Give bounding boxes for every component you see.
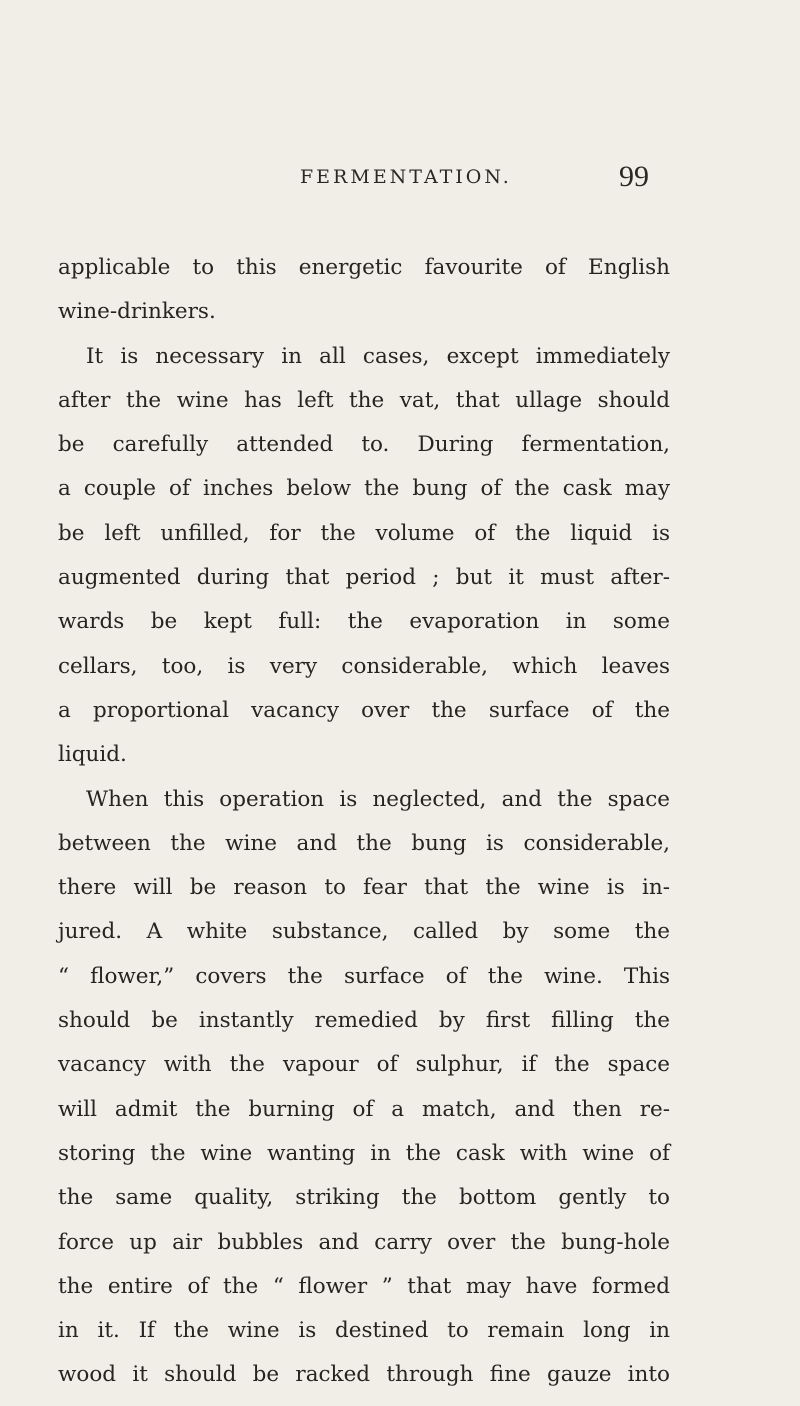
running-header (0, 160, 800, 200)
text-line: applicable to this energetic favourite of English (58, 255, 670, 280)
text-line: will admit the burning of a match, and then re- (58, 1096, 670, 1122)
text-line: after the wine has left the vat, that ullage should (58, 387, 670, 413)
text-line: wood it should be racked through fine gauze into (58, 1362, 670, 1388)
running-title: FERMENTATION. (300, 166, 512, 188)
text-line: cellars, too, is very considerable, which leaves (58, 653, 670, 679)
text-line: in it. If the wine is destined to remain long in (58, 1318, 670, 1344)
text-line: be left unfilled, for the volume of the liquid is (58, 520, 670, 546)
text-line: the entire of the “ flower ” that may have formed (58, 1273, 670, 1299)
page-number: 99 (619, 160, 649, 193)
text-line: vacancy with the vapour of sulphur, if the space (58, 1052, 670, 1078)
text-line: should be instantly remedied by first filling the (58, 1008, 670, 1034)
text-line: a couple of inches below the bung of the cask may (58, 476, 670, 502)
text-line: liquid. (58, 742, 127, 768)
text-line: a proportional vacancy over the surface of the (58, 697, 670, 723)
text-line: wards be kept full: the evaporation in some (58, 609, 670, 635)
text-line: force up air bubbles and carry over the bung-hole (58, 1229, 670, 1255)
text-line: storing the wine wanting in the cask with wine of (58, 1140, 670, 1166)
text-line: the same quality, striking the bottom gently to (58, 1185, 670, 1211)
text-line: When this operation is neglected, and the space (86, 786, 670, 812)
text-line: wine-drinkers. (58, 299, 216, 325)
text-line: be carefully attended to. During fermentation, (58, 432, 670, 458)
text-line: there will be reason to fear that the wine is in- (58, 875, 670, 901)
text-line: between the wine and the bung is considerable, (58, 830, 670, 856)
text-line: “ flower,” covers the surface of the wine. This (58, 963, 670, 989)
text-line: jured. A white substance, called by some the (58, 919, 670, 945)
text-line: It is necessary in all cases, except immediately (86, 343, 670, 369)
text-line: augmented during that period ; but it must after- (58, 565, 670, 591)
body-text (58, 246, 670, 1398)
